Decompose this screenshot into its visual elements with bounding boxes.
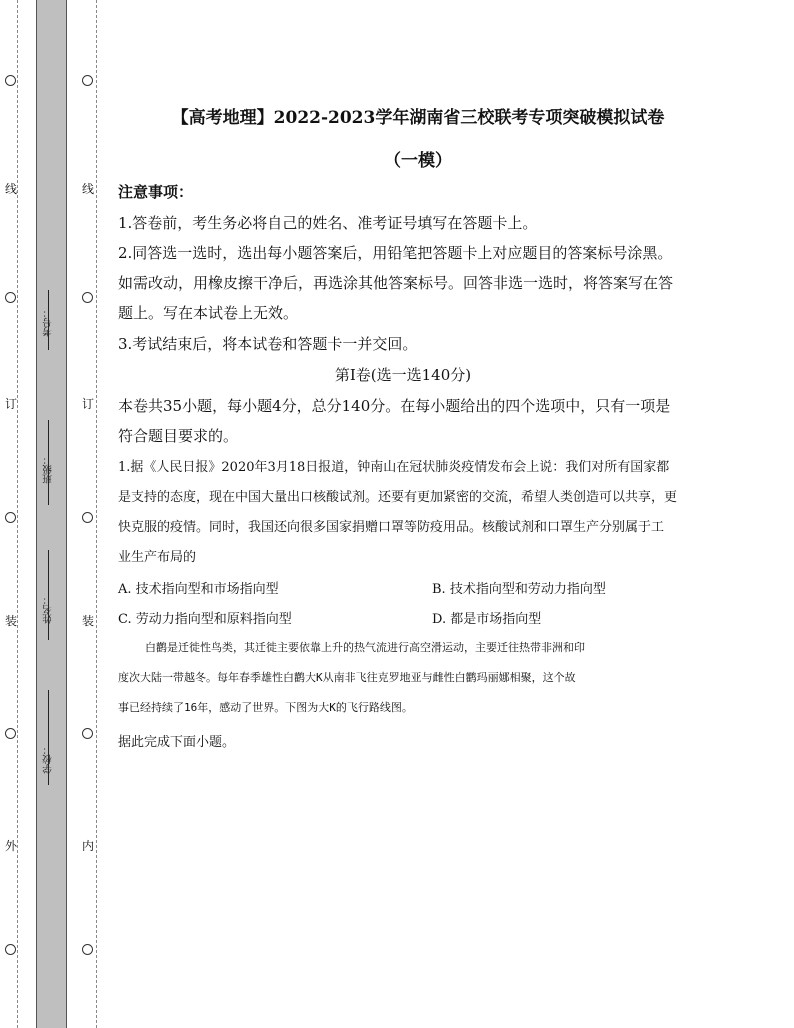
notice-item: 如需改动，用橡皮擦干净后，再选涂其他答案标号。回答非选一选时，将答案写在答 (118, 274, 674, 292)
question-text: 1.据《人民日报》2020年3月18日报道，钟南山在冠状肺炎疫情发布会上说：我们对所有国家都 (118, 460, 670, 475)
option-b: B. 技术指向型和劳动力指向型 (432, 582, 606, 597)
field-underline (48, 290, 49, 350)
passage-text: 白鹳是迁徙性鸟类，其迁徙主要依靠上升的热气流进行高空滑运动，主要迁往热带非洲和印 (145, 641, 585, 654)
notice-item: 题上。写在本试卷上无效。 (118, 304, 299, 322)
field-underline (48, 690, 49, 785)
section-intro: 符合题目要求的。 (118, 427, 239, 445)
hole-circle (82, 292, 93, 303)
hole-circle (5, 944, 16, 955)
inner-dashed-line (96, 0, 97, 1028)
option-c: C. 劳动力指向型和原料指向型 (118, 612, 292, 627)
class-field: 班级： (43, 455, 54, 484)
hole-circle (82, 728, 93, 739)
binding-band (36, 0, 67, 1028)
gutter-char-inner: 装 (82, 614, 95, 628)
exam-number-field: 考号： (43, 308, 54, 337)
notice-item: 3.考试结束后，将本试卷和答题卡一并交回。 (118, 335, 418, 353)
notice-item: 1.答卷前，考生务必将自己的姓名、准考证号填写在答题卡上。 (118, 214, 538, 232)
passage-prompt: 据此完成下面小题。 (118, 735, 236, 750)
option-a: A. 技术指向型和市场指向型 (118, 582, 279, 597)
hole-circle (5, 728, 16, 739)
field-underline (48, 420, 49, 505)
section-intro: 本卷共35小题，每小题4分，总分140分。在每小题给出的四个选项中，只有一项是 (118, 397, 671, 415)
question-text: 快克服的疫情。同时，我国还向很多国家捐赠口罩等防疫用品。核酸试剂和口罩生产分别属于工 (118, 520, 665, 535)
hole-circle (82, 512, 93, 523)
option-d: D. 都是市场指向型 (432, 612, 542, 627)
question-text: 业生产布局的 (118, 550, 197, 565)
school-field: 学校： (43, 745, 54, 774)
question-text: 是支持的态度，现在中国大量出口核酸试剂。还要有更加紧密的交流，希望人类创造可以共享，更 (118, 490, 678, 505)
hole-circle (5, 512, 16, 523)
gutter-char-inner: 线 (82, 182, 95, 196)
notice-item: 2.同答选一选时，选出每小题答案后，用铅笔把答题卡上对应题目的答案标号涂黑。 (118, 244, 673, 262)
field-underline (48, 550, 49, 640)
gutter-char-outer: 线 (5, 182, 18, 196)
hole-circle (82, 944, 93, 955)
page-title: 【高考地理】2022-2023学年湖南省三校联考专项突破模拟试卷 (171, 108, 665, 128)
outer-dashed-line (17, 0, 18, 1028)
section-title: 第I卷(选一选140分) (334, 366, 472, 384)
gutter-char-outer: 订 (5, 397, 18, 411)
passage-text: 度次大陆一带越冬。每年春季雄性白鹳大K从南非飞往克罗地亚与雌性白鹳玛丽娜相聚，这个故 (118, 671, 576, 684)
hole-circle (5, 292, 16, 303)
gutter-char-inner: 订 (82, 397, 95, 411)
gutter-char-outer: 外 (5, 839, 18, 853)
page-subtitle: （一模） (384, 151, 452, 171)
notice-heading: 注意事项： (118, 183, 194, 201)
passage-text: 事已经持续了16年，感动了世界。下图为大K的飞行路线图。 (118, 701, 413, 714)
name-field: 姓名： (43, 595, 54, 624)
hole-circle (82, 75, 93, 86)
gutter-char-outer: 装 (5, 614, 18, 628)
hole-circle (5, 75, 16, 86)
gutter-char-inner: 内 (82, 839, 95, 853)
